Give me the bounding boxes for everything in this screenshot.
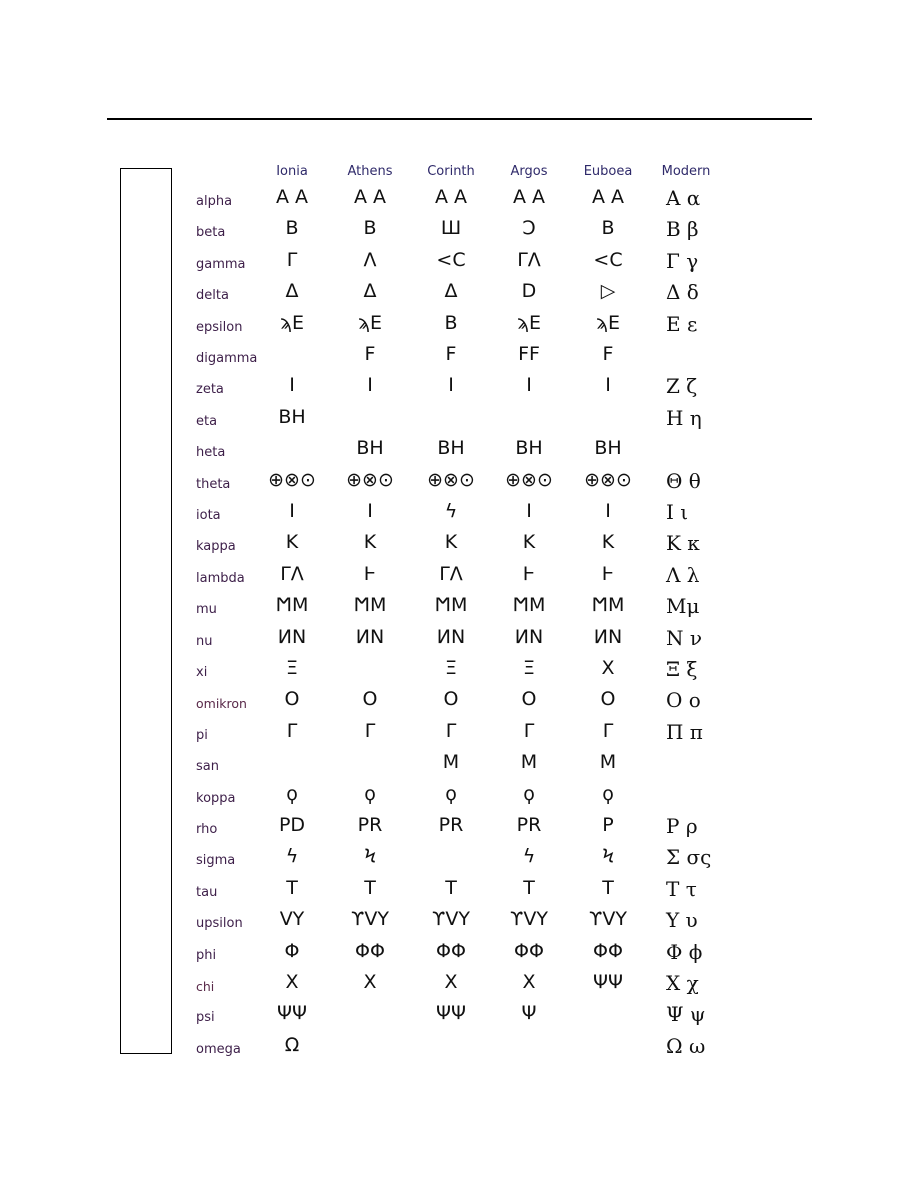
letter-name-gamma: gamma: [196, 256, 246, 272]
letter-name-phi: phi: [196, 947, 217, 963]
modern-gamma: Γ γ: [666, 248, 699, 273]
glyph-tau-ionia: T: [286, 876, 298, 899]
glyph-omikron-euboea: O: [600, 688, 616, 711]
glyph-delta-athens: Δ: [363, 280, 377, 303]
letter-name-sigma: sigma: [196, 853, 236, 869]
glyph-eta-ionia: ΒH: [278, 405, 306, 428]
column-header-ionia: Ionia: [276, 164, 308, 179]
glyph-psi-argos: Ψ: [521, 1002, 537, 1025]
glyph-omikron-ionia: O: [284, 688, 300, 711]
letter-name-pi: pi: [196, 727, 208, 743]
glyph-upsilon-argos: ϒVY: [510, 908, 548, 931]
glyph-phi-athens: ΦΦ: [355, 939, 385, 962]
glyph-rho-euboea: P: [602, 814, 614, 836]
glyph-nu-athens: ͶN: [355, 625, 385, 648]
glyph-heta-argos: ΒH: [515, 437, 543, 460]
glyph-phi-ionia: Φ: [284, 939, 300, 962]
glyph-san-argos: M: [520, 751, 538, 774]
glyph-kappa-ionia: K: [285, 531, 299, 554]
glyph-lambda-corinth: ΓΛ: [439, 562, 463, 585]
letter-name-heta: heta: [196, 445, 226, 461]
glyph-zeta-ionia: I: [289, 374, 295, 397]
glyph-upsilon-corinth: ϒVY: [432, 908, 470, 931]
letter-name-omikron: omikron: [196, 696, 247, 712]
glyph-nu-argos: ͶN: [514, 625, 544, 648]
column-header-argos: Argos: [510, 164, 548, 179]
glyph-lambda-euboea: Ⱶ: [601, 562, 615, 585]
glyph-theta-euboea: ⊕⊗⊙: [584, 468, 632, 491]
modern-nu: Ν ν: [666, 625, 703, 650]
modern-kappa: Κ κ: [666, 531, 700, 556]
letter-name-rho: rho: [196, 822, 218, 837]
modern-epsilon: Ε ε: [666, 311, 698, 336]
glyph-heta-euboea: ΒH: [594, 437, 622, 460]
glyph-sigma-argos: ϟ: [522, 845, 536, 868]
modern-sigma: Σ σς: [666, 845, 712, 870]
glyph-zeta-euboea: I: [605, 374, 611, 397]
glyph-psi-ionia: ΨΨ: [277, 1002, 307, 1025]
letter-name-mu: mu: [196, 602, 217, 618]
glyph-chi-ionia: X: [285, 971, 299, 993]
letter-name-epsilon: epsilon: [196, 319, 243, 335]
glyph-upsilon-euboea: ϒVY: [589, 908, 627, 931]
glyph-digamma-athens: Ϝ: [364, 343, 376, 365]
glyph-epsilon-ionia: ϡE: [280, 311, 304, 334]
glyph-digamma-argos: ϜF: [518, 343, 540, 365]
letter-name-iota: iota: [196, 508, 221, 523]
glyph-alpha-athens: A A: [353, 186, 387, 208]
glyph-rho-argos: PR: [516, 814, 542, 836]
glyph-xi-argos: Ξ: [522, 657, 535, 679]
glyph-gamma-athens: Λ: [363, 248, 377, 271]
glyph-mu-euboea: ϺM: [591, 594, 625, 617]
glyph-psi-corinth: ΨΨ: [436, 1002, 466, 1025]
glyph-chi-athens: X: [363, 971, 377, 993]
letter-name-xi: xi: [196, 665, 208, 680]
glyph-iota-argos: I: [526, 500, 532, 522]
glyph-omikron-argos: O: [521, 688, 537, 711]
glyph-chi-argos: X: [522, 971, 536, 993]
glyph-epsilon-euboea: ϡE: [596, 311, 620, 334]
letter-name-theta: theta: [196, 476, 231, 492]
top-rule: [107, 118, 812, 120]
glyph-chi-euboea: ΨΨ: [593, 971, 623, 993]
glyph-sigma-ionia: ϟ: [285, 845, 299, 868]
glyph-zeta-athens: I: [367, 374, 373, 397]
glyph-gamma-corinth: <C: [436, 248, 466, 271]
modern-xi: Ξ ξ: [666, 657, 698, 681]
letter-name-delta: delta: [196, 288, 229, 304]
letter-name-omega: omega: [196, 1041, 241, 1057]
glyph-koppa-euboea: ϙ: [602, 782, 614, 805]
glyph-lambda-argos: Ͱ: [522, 562, 536, 585]
letter-name-nu: nu: [196, 633, 213, 649]
glyph-pi-corinth: Γ: [445, 719, 457, 742]
glyph-kappa-argos: K: [522, 531, 536, 554]
glyph-tau-argos: T: [523, 876, 535, 899]
glyph-xi-corinth: Ξ: [444, 657, 457, 679]
glyph-kappa-corinth: K: [444, 531, 458, 554]
letter-name-zeta: zeta: [196, 382, 224, 398]
glyph-delta-ionia: Δ: [285, 280, 299, 303]
glyph-xi-ionia: Ξ: [285, 657, 298, 679]
letter-name-beta: beta: [196, 225, 226, 241]
glyph-delta-corinth: Δ: [444, 280, 458, 303]
glyph-iota-ionia: I: [289, 500, 295, 522]
modern-iota: Ι ι: [666, 500, 689, 524]
glyph-koppa-argos: ϙ: [523, 782, 535, 805]
glyph-mu-argos: ϺM: [512, 594, 546, 617]
glyph-beta-corinth: Ш: [440, 217, 462, 240]
glyph-phi-argos: ΦΦ: [514, 939, 544, 962]
glyph-kappa-euboea: K: [601, 531, 615, 554]
glyph-pi-euboea: Γ: [602, 719, 614, 742]
glyph-epsilon-corinth: B: [444, 311, 458, 334]
modern-tau: Τ τ: [666, 876, 697, 901]
glyph-digamma-corinth: Ϝ: [445, 343, 457, 365]
glyph-digamma-euboea: Ϝ: [602, 343, 614, 365]
glyph-tau-athens: T: [364, 876, 376, 899]
modern-alpha: Α α: [666, 186, 701, 210]
glyph-beta-euboea: B: [601, 217, 615, 240]
glyph-beta-argos: Ͻ: [522, 217, 536, 240]
glyph-theta-argos: ⊕⊗⊙: [505, 468, 553, 491]
glyph-lambda-athens: Ⱶ: [363, 562, 377, 585]
glyph-mu-ionia: ϺM: [275, 594, 309, 617]
modern-pi: Π π: [666, 719, 703, 744]
letter-name-digamma: digamma: [196, 351, 258, 366]
glyph-zeta-argos: I: [526, 374, 532, 397]
glyph-beta-athens: B: [363, 217, 377, 240]
letter-name-chi: chi: [196, 979, 215, 994]
glyph-alpha-corinth: A A: [434, 186, 468, 208]
glyph-upsilon-ionia: VY: [279, 908, 305, 931]
glyph-delta-euboea: ▷: [600, 280, 616, 303]
column-header-athens: Athens: [347, 164, 393, 179]
glyph-iota-athens: I: [367, 500, 373, 522]
glyph-nu-euboea: ͶN: [593, 625, 623, 648]
glyph-rho-athens: PR: [357, 814, 383, 836]
modern-omega: Ω ω: [666, 1033, 706, 1058]
glyph-phi-euboea: ΦΦ: [593, 939, 623, 962]
modern-theta: Θ θ: [666, 468, 701, 493]
letter-name-alpha: alpha: [196, 194, 233, 209]
column-header-euboea: Euboea: [583, 164, 633, 179]
glyph-alpha-argos: A A: [512, 186, 546, 208]
glyph-chi-corinth: X: [444, 971, 458, 993]
glyph-zeta-corinth: I: [448, 374, 454, 397]
glyph-phi-corinth: ΦΦ: [436, 939, 466, 962]
column-header-modern: Modern: [661, 164, 711, 179]
modern-chi: Χ χ: [666, 971, 699, 995]
modern-beta: Β β: [666, 217, 699, 242]
letter-name-tau: tau: [196, 884, 218, 900]
glyph-epsilon-argos: ϡE: [517, 311, 541, 334]
glyph-omikron-corinth: O: [443, 688, 459, 711]
modern-mu: Μμ: [666, 594, 700, 619]
glyph-koppa-athens: ϙ: [364, 782, 376, 805]
glyph-gamma-argos: ΓΛ: [517, 248, 541, 271]
letter-name-koppa: koppa: [196, 790, 236, 806]
modern-omikron: Ο ο: [666, 688, 701, 713]
glyph-mu-athens: ϺM: [353, 594, 387, 617]
glyph-heta-athens: ΒH: [356, 437, 384, 460]
glyph-delta-argos: D: [521, 280, 537, 303]
glyph-mu-corinth: ϺM: [434, 594, 468, 617]
modern-upsilon: Υ υ: [666, 908, 698, 933]
glyph-san-euboea: M: [599, 751, 617, 774]
glyph-theta-ionia: ⊕⊗⊙: [268, 468, 316, 491]
letter-name-upsilon: upsilon: [196, 916, 243, 932]
glyph-beta-ionia: B: [285, 217, 299, 240]
glyph-heta-corinth: ΒH: [437, 437, 465, 460]
glyph-pi-athens: Γ: [364, 719, 376, 742]
modern-delta: Δ δ: [666, 280, 699, 305]
column-header-corinth: Corinth: [427, 164, 475, 179]
glyph-koppa-corinth: ϙ: [445, 782, 457, 805]
glyph-pi-argos: Γ: [523, 719, 535, 742]
letter-name-lambda: lambda: [196, 570, 245, 586]
glyph-omega-ionia: Ω: [284, 1033, 300, 1056]
glyph-xi-euboea: X: [601, 657, 615, 679]
glyph-koppa-ionia: ϙ: [286, 782, 298, 805]
glyph-lambda-ionia: ΓΛ: [280, 562, 304, 585]
glyph-kappa-athens: K: [363, 531, 377, 554]
modern-lambda: Λ λ: [666, 562, 700, 587]
letter-name-san: san: [196, 759, 219, 775]
glyph-pi-ionia: Γ: [286, 719, 298, 742]
glyph-sigma-athens: Ϟ: [363, 845, 377, 868]
glyph-alpha-ionia: A A: [275, 186, 309, 208]
glyph-omikron-athens: O: [362, 688, 378, 711]
modern-rho: Ρ ρ: [666, 814, 698, 838]
glyph-gamma-ionia: Γ: [286, 248, 298, 271]
letter-name-eta: eta: [196, 413, 218, 429]
glyph-epsilon-athens: ϡE: [358, 311, 382, 334]
modern-eta: Η η: [666, 405, 702, 430]
glyph-iota-corinth: ϟ: [444, 500, 458, 522]
side-box: [120, 168, 172, 1054]
glyph-nu-corinth: ͶN: [436, 625, 466, 648]
glyph-tau-euboea: T: [602, 876, 614, 899]
glyph-theta-corinth: ⊕⊗⊙: [427, 468, 475, 491]
glyph-sigma-euboea: Ϟ: [601, 845, 615, 868]
glyph-upsilon-athens: ϒVY: [351, 908, 389, 931]
glyph-tau-corinth: T: [445, 876, 457, 899]
glyph-iota-euboea: I: [605, 500, 611, 522]
modern-phi: Φ ϕ: [666, 939, 703, 964]
glyph-nu-ionia: ͶN: [277, 625, 307, 648]
glyph-theta-athens: ⊕⊗⊙: [346, 468, 394, 491]
glyph-san-corinth: M: [442, 751, 460, 774]
glyph-gamma-euboea: <C: [593, 248, 623, 271]
modern-zeta: Ζ ζ: [666, 374, 698, 399]
modern-psi: Ψ ψ: [666, 1002, 706, 1027]
glyph-rho-corinth: PR: [438, 814, 464, 836]
letter-name-psi: psi: [196, 1010, 215, 1026]
glyph-alpha-euboea: A A: [591, 186, 625, 208]
letter-name-kappa: kappa: [196, 539, 236, 555]
glyph-rho-ionia: PD: [278, 814, 306, 836]
